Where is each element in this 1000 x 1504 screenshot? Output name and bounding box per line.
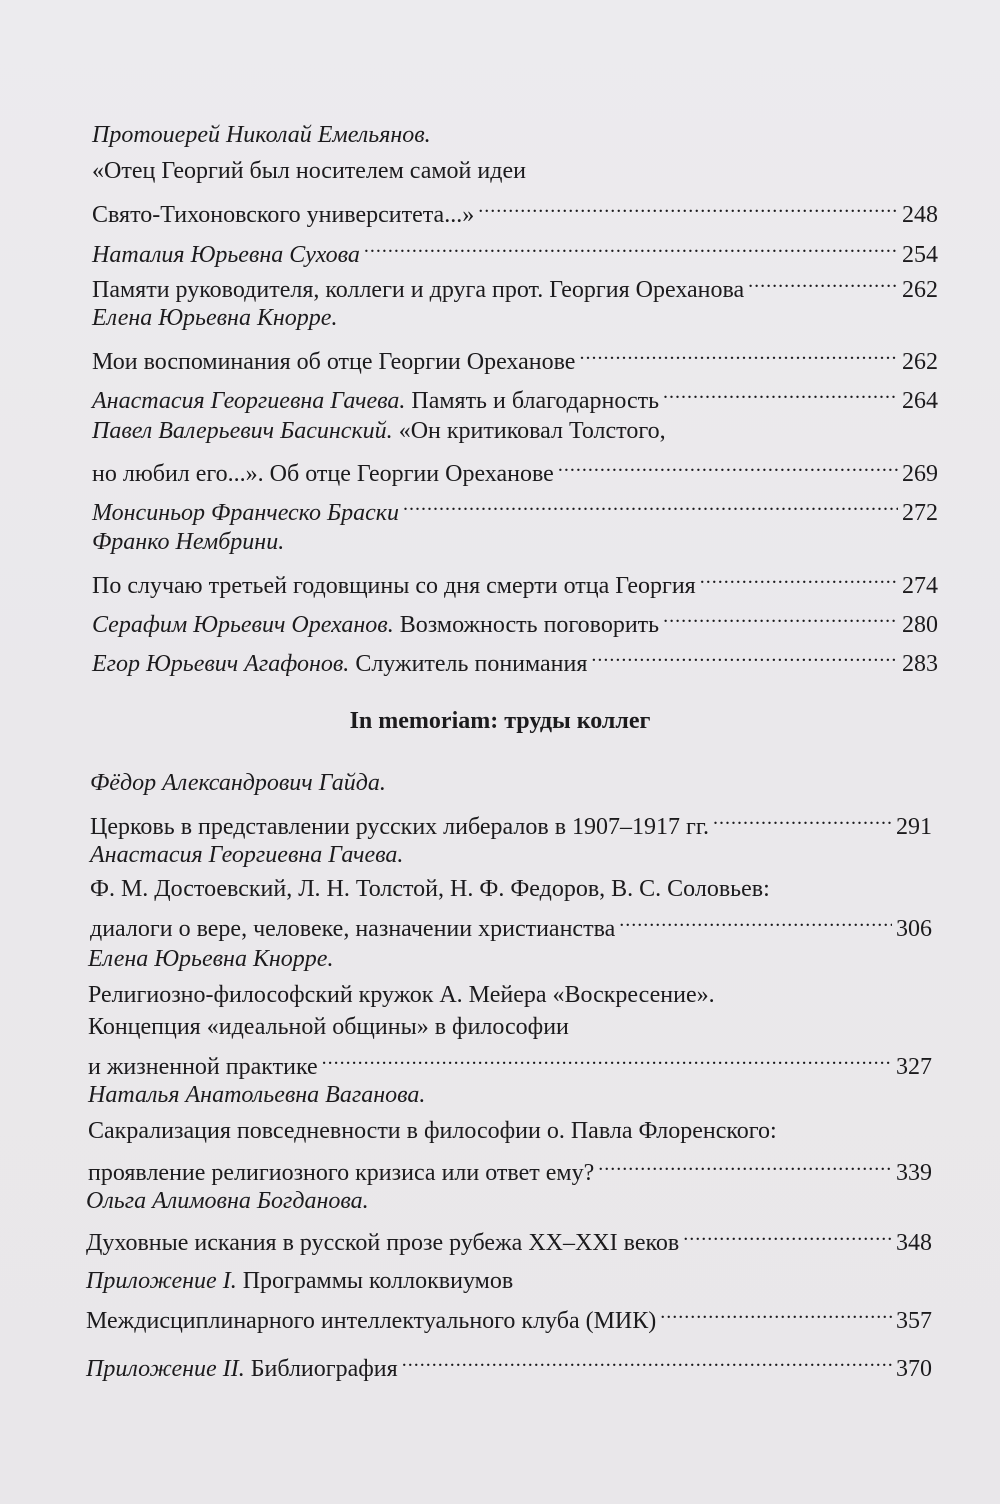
toc-author: Анастасия Георгиевна Гачева. xyxy=(92,388,406,414)
toc-entry-row[interactable] xyxy=(88,1044,932,1080)
toc-author: Протоиерей Николай Емельянов. xyxy=(92,122,431,148)
page-number: 269 xyxy=(902,461,938,487)
page-number: 274 xyxy=(902,573,938,599)
toc-author: Елена Юрьевна Кнорре. xyxy=(92,305,338,331)
toc-author: Приложение II. xyxy=(86,1356,245,1382)
toc-title: Программы коллоквиумов xyxy=(242,1268,514,1294)
toc-entry-row[interactable] xyxy=(90,804,932,840)
leader-dots xyxy=(663,378,898,408)
toc-entry-row[interactable] xyxy=(92,641,938,677)
leader-dots xyxy=(364,232,898,262)
leader-dots xyxy=(598,1150,892,1180)
toc-title-line: Религиозно-философский кружок А. Мейера «Воскресение». xyxy=(88,982,715,1008)
toc-author: Анастасия Георгиевна Гачева. xyxy=(90,842,404,868)
toc-author: Франко Нембрини. xyxy=(92,529,285,555)
page-number: 283 xyxy=(902,651,938,677)
toc-title: но любил его...». Об отце Георгии Ореханове xyxy=(92,461,554,487)
toc-title: Память и благодарность xyxy=(411,388,660,414)
toc-entry-row[interactable] xyxy=(92,378,938,414)
toc-title: «Он критиковал Толстого, xyxy=(398,418,666,444)
toc-title: Церковь в представлении русских либералов в 1907–1917 гг. xyxy=(90,814,710,840)
toc-title: По случаю третьей годовщины со дня смерти отца Георгия xyxy=(92,573,696,599)
leader-dots xyxy=(402,1346,892,1376)
page-number: 280 xyxy=(902,612,938,638)
leader-dots xyxy=(558,451,898,481)
toc-author: Павел Валерьевич Басинский. xyxy=(92,418,393,444)
toc-title: Междисциплинарного интеллектуального клуба (МИК) xyxy=(86,1308,657,1334)
page-number: 339 xyxy=(896,1160,932,1186)
toc-author: Егор Юрьевич Агафонов. xyxy=(92,651,350,677)
toc-title: Мои воспоминания об отце Георгии Ореханове xyxy=(92,349,576,375)
toc-title: диалоги о вере, человеке, назначении христианства xyxy=(90,916,616,942)
toc-title: Свято-Тихоновского университета...» xyxy=(92,202,475,228)
toc-title: и жизненной практике xyxy=(88,1054,318,1080)
toc-title-line: Сакрализация повседневности в философии о. Павла Флоренского: xyxy=(88,1118,777,1144)
toc-author: Елена Юрьевна Кнорре. xyxy=(88,946,334,972)
toc-author: Монсиньор Франческо Браски xyxy=(92,500,400,526)
leader-dots xyxy=(619,906,892,936)
leader-dots xyxy=(403,490,898,520)
toc-entry-row[interactable] xyxy=(86,1298,932,1334)
toc-author: Наталия Юрьевна Сухова xyxy=(92,242,360,268)
toc-title: Служитель понимания xyxy=(355,651,588,677)
toc-entry-row[interactable] xyxy=(92,192,938,228)
leader-dots xyxy=(713,804,892,834)
page-number: 327 xyxy=(896,1054,932,1080)
toc-title: Духовные искания в русской прозе рубежа XX–XXI веков xyxy=(86,1230,680,1256)
toc-entry-row[interactable] xyxy=(92,232,938,268)
page-number: 264 xyxy=(902,388,938,414)
leader-dots xyxy=(579,339,898,369)
leader-dots xyxy=(663,602,898,632)
toc-entry-row[interactable] xyxy=(92,563,938,599)
page-number: 254 xyxy=(902,242,938,268)
toc-entry-row[interactable] xyxy=(92,602,938,638)
leader-dots xyxy=(683,1220,892,1250)
toc-author: Наталья Анатольевна Ваганова. xyxy=(88,1082,426,1108)
leader-dots xyxy=(322,1044,892,1074)
page-number: 262 xyxy=(902,349,938,375)
page-number: 306 xyxy=(896,916,932,942)
toc-title: Библиография xyxy=(250,1356,398,1382)
leader-dots xyxy=(748,267,898,297)
toc-entry-row[interactable] xyxy=(86,1346,932,1382)
toc-entry-row[interactable] xyxy=(88,1150,932,1186)
toc-entry-row[interactable] xyxy=(92,267,938,303)
page-number: 291 xyxy=(896,814,932,840)
page-number: 370 xyxy=(896,1356,932,1382)
toc-title: проявление религиозного кризиса или ответ ему? xyxy=(88,1160,595,1186)
toc-entry-row[interactable] xyxy=(92,339,938,375)
leader-dots xyxy=(591,641,898,671)
toc-title: Памяти руководителя, коллеги и друга прот. Георгия Ореханова xyxy=(92,277,745,303)
toc-author: Приложение I. xyxy=(86,1268,237,1294)
page-number: 272 xyxy=(902,500,938,526)
page-number: 248 xyxy=(902,202,938,228)
leader-dots xyxy=(700,563,898,593)
page-number: 348 xyxy=(896,1230,932,1256)
toc-author: Ольга Алимовна Богданова. xyxy=(86,1188,369,1214)
page-number: 262 xyxy=(902,277,938,303)
leader-dots xyxy=(478,192,898,222)
toc-title-line: Ф. М. Достоевский, Л. Н. Толстой, Н. Ф. Федоров, В. С. Соловьев: xyxy=(90,876,770,902)
toc-entry-row[interactable] xyxy=(92,490,938,526)
toc-title-line: «Отец Георгий был носителем самой идеи xyxy=(92,158,526,184)
page-number: 357 xyxy=(896,1308,932,1334)
section-heading: In memoriam: труды коллег xyxy=(349,708,651,734)
toc-author: Серафим Юрьевич Ореханов. xyxy=(92,612,394,638)
toc-title-line xyxy=(92,416,666,446)
toc-title-line: Концепция «идеальной общины» в философии xyxy=(88,1014,569,1040)
toc-entry-row[interactable] xyxy=(86,1220,932,1256)
toc-title-line xyxy=(86,1266,513,1296)
toc-entry-row[interactable] xyxy=(92,451,938,487)
leader-dots xyxy=(660,1298,892,1328)
toc-author: Фёдор Александрович Гайда. xyxy=(90,770,386,796)
toc-title: Возможность поговорить xyxy=(399,612,660,638)
toc-entry-row[interactable] xyxy=(90,906,932,942)
